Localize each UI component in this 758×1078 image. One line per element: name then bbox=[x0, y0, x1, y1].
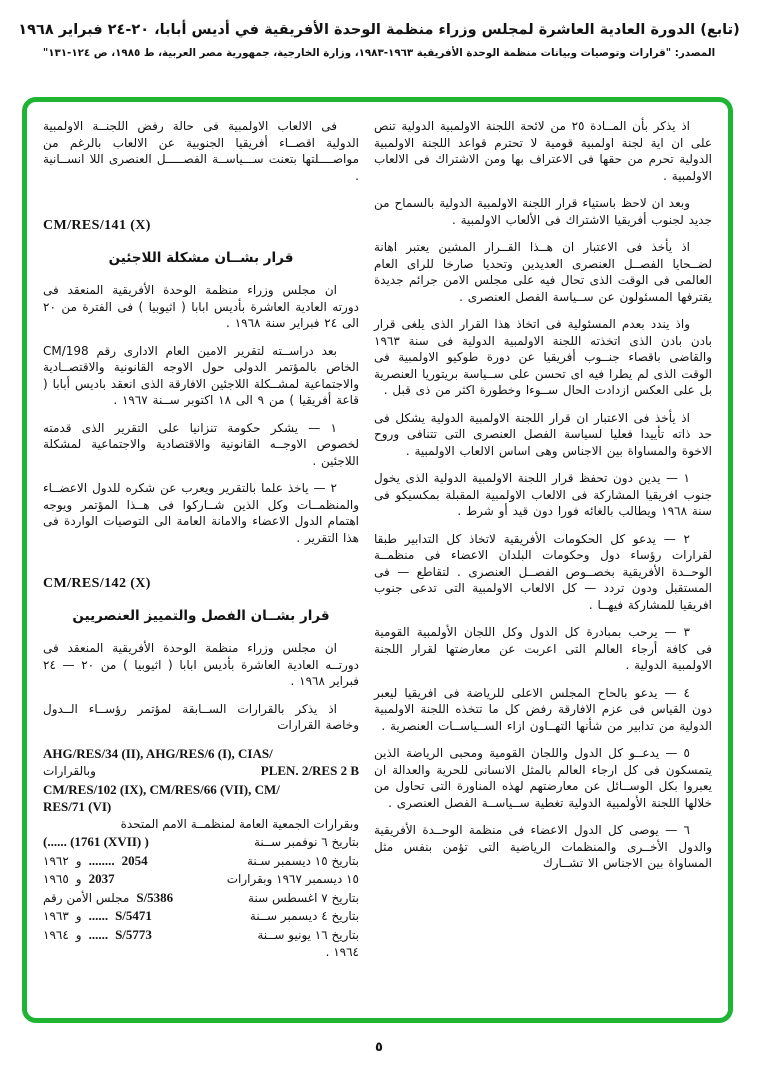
numbered-clause-5: ٥ — يدعــو كل الدول واللجان القومية ومحبى الرياضة الذين يتمسكون فى كل ارجاء العالم بالمثل الانسانى للحرية والعدالة ان يعبروا بكل الوســائل عن معارضتهم لهذه المناورة التى تحاول من خلالها اللجنة الأولمبية الدولية تغطية ســياســة الفصل العنصرى . bbox=[374, 746, 712, 810]
reference-code: PLEN. 2/RES 2 B bbox=[260, 763, 359, 778]
references-block bbox=[43, 745, 359, 962]
paragraph: ان مجلس وزراء منظمة الوحدة الأفريقية المنعقد فى دورته العادية العاشرة بأديس ابابا ( اثيوبيا ) فى الفترة من ٢٠ الى ٢٤ فبراير سنة ١٩٦٨ . bbox=[43, 283, 359, 330]
reference-date: ١٥ ديسمبر ١٩٦٧ وبقرارات bbox=[226, 872, 359, 886]
reference-figures bbox=[43, 926, 152, 945]
paragraph: واذ يندد بعدم المسئولية فى اتخاذ هذا القرار الذى يلغى قرار بادن بادن الذى اتخذته اللجنة الاولمبية الدولية فى سنة ١٩٦٣ والقاضى باقصاء جنــوب أفريقيا عن دورة طوكيو الاولمبية فى الوقت الذى لم يطرا فيه اى تحسن على ســياسة بريتوريا العنصرية بل على العكس ازدادت الحال ســوءا وخطورة اكثر من ذى قبل . bbox=[374, 317, 712, 397]
continuation-paragraph: فى الالعاب الاولمبية فى حالة رفض اللجنــة الاولمبية الدولية اقصــاء أفريقيا الجنوبية عن الالعاب بالرغم من مواصــــلتها بتعنت ســـياســة الفصـــــل العنصرى اللا انســانية . bbox=[43, 119, 359, 183]
resolution-number: S/5773 bbox=[115, 926, 152, 942]
conjunction: و bbox=[75, 872, 82, 886]
reference-line bbox=[43, 833, 359, 852]
reference-line bbox=[43, 870, 359, 889]
reference-code: (...... (1761 (XVII) ) bbox=[43, 834, 149, 849]
paragraph: بعد دراســته لتقرير الامين العام الادارى رقم CM/198 الخاص بالمؤتمر الدولى حول الاوجه القانونية والاقتصــادية والاجتماعية لمشــكلة اللاجئين الافارقة الذى انعقد باديس أبابا ( قاعة أفريقيا ) من ٩ الى ١٨ اكتوبر ســنة ١٩٦٧ . bbox=[43, 343, 359, 407]
column-left bbox=[43, 118, 359, 1008]
year: ١٩٦٣ bbox=[43, 909, 69, 923]
conjunction: و bbox=[75, 909, 82, 923]
paragraph: اذ يأخذ فى الاعتبار ان هــذا القــرار المشين يعتبر اهانة لضــحايا الفصــل العنصرى العديدين وتحديا صارخا للراى العام العالمى فى الوقت الذى تحال فيه على مجلس الامن جرائم جديدة يقترفها المسئولون عن ســياسة الفصل العنصرى . bbox=[374, 240, 712, 304]
dot-leader: ........ bbox=[88, 852, 115, 868]
resolution-number: S/5471 bbox=[115, 908, 152, 923]
reference-line bbox=[43, 907, 359, 926]
resolution-title-142: قرار بشــان الفصل والتمييز العنصريين bbox=[72, 608, 330, 624]
reference-text: وبالقرارات bbox=[43, 764, 96, 778]
reference-line: وبقرارات الجمعية العامة لمنظمــة الامم المتحدة bbox=[120, 816, 359, 831]
reference-line: RES/71 (VI) bbox=[43, 799, 112, 814]
resolution-code-141: CM/RES/141 (X) bbox=[43, 218, 151, 233]
resolution-title-141: قرار بشــان مشكلة اللاجئين bbox=[108, 250, 294, 266]
reference-line: ١٩٦٤ . bbox=[325, 945, 359, 959]
reference-figures bbox=[43, 870, 115, 889]
header-session-line: (تابع) الدورة العادية العاشرة لمجلس وزراء منظمة الوحدة الأفريقية في أديس أبابا، ٢٠-٢٤ فبراير ١٩٦٨ bbox=[18, 22, 740, 38]
numbered-clause-6: ٦ — يوصى كل الدول الاعضاء فى منظمة الوحــدة الأفريقية والدول الأخــرى والمنظمات الرياضية التى تؤمن بنفس مثل المساواة بين الاجناس الا تشــارك bbox=[374, 823, 712, 870]
numbered-clause-2: ٢ — ياخذ علما بالتقرير ويعرب عن شكره للدول الاعضــاء والمنظمــات وكل الذين شــاركوا فى هــذا المؤتمر ويوجه اهتمام الدول الاعضاء والامانة العامة الى التوصيات الواردة فى هذا التقرير . bbox=[43, 481, 359, 545]
header-source-line: المصدر: "قرارات وتوصيات وبيانات منظمة الوحدة الأفريقية ١٩٦٣-١٩٨٣، وزارة الخارجية، جمهورية مصر العربية، ط ١٩٨٥، ص ١٢٤-١٣١" bbox=[42, 47, 716, 59]
reference-figures bbox=[43, 907, 152, 926]
year: ١٩٦٢ bbox=[43, 853, 69, 868]
conjunction: و bbox=[75, 927, 82, 942]
page-header bbox=[0, 0, 758, 59]
year: ١٩٦٤ bbox=[43, 927, 69, 942]
dot-leader: ...... bbox=[88, 926, 109, 942]
numbered-clause-1: ١ — يشكر حكومة تنزانيا على التقرير الذى قدمته لخصوص الاوجــه القانونية والاقتصادية والاجتماعية لمشكلة اللاجئين . bbox=[43, 420, 359, 468]
numbered-clause-3: ٣ — يرحب بمبادرة كل الدول وكل اللجان الأولمبية القومية فى كافة أرجاء العالم التى اعربت عن معارضتها لقرار اللجنة الاولمبية الدولية . bbox=[374, 625, 712, 672]
conjunction: و bbox=[75, 853, 82, 868]
year: ١٩٦٥ bbox=[43, 872, 69, 886]
paragraph: اذ يذكر بالقرارات الســابقة لمؤتمر رؤســاء الــدول وخاصة القرارات bbox=[43, 701, 359, 732]
column-right bbox=[374, 118, 712, 1008]
reference-figures bbox=[43, 852, 148, 871]
reference-date: بتاريخ ١٦ يونيو ســنة bbox=[257, 927, 359, 942]
numbered-clause-2: ٢ — يدعو كل الحكومات الأفريقية لاتخاذ كل التدابير طبقا لقرارات رؤساء دول وحكومات البلدان الاعضاء فى منظمــة الوحــدة الأفريقية بخصــوص الفصــل العنصرى . لتقاطع — فى المستقبل ودون تردد — كل الالعاب الاولمبية التى تدعى جنوب افريقيا للمشاركة فيهــا . bbox=[374, 531, 712, 612]
reference-line bbox=[43, 889, 359, 908]
resolution-code-142: CM/RES/142 (X) bbox=[43, 576, 151, 591]
reference-date: بتاريخ ٧ اغسطس سنة bbox=[248, 890, 359, 905]
paragraph: اذ يذكر بأن المــادة ٢٥ من لائحة اللجنة الاولمبية الدولية تنص على ان اية لجنة اولمبية قومية لا تحترم قواعد اللجنة الاولمبية الدولية تحرم من حقها فى الاعتراف بها ومن الاشتراك فى الالعاب الاولمبية . bbox=[374, 119, 712, 183]
numbered-clause-1: ١ — يدين دون تحفظ قرار اللجنة الاولمبية الدولية الذى يخول جنوب افريقيا المشاركة فى الالعاب الاولمبية المقبلة بمكسيكو فى سنة ١٩٦٨ ويطالب بالغائه فورا دون قيد أو شرط . bbox=[374, 471, 712, 518]
resolution-number: S/5386 bbox=[136, 889, 174, 905]
reference-date: بتاريخ ٤ ديسمبر ســنة bbox=[249, 909, 359, 923]
page-number: ٥ bbox=[375, 1040, 383, 1055]
reference-line bbox=[43, 762, 359, 781]
reference-date: بتاريخ ١٥ ديسمبر سـنة bbox=[246, 853, 359, 868]
resolution-number: 2054 bbox=[121, 852, 148, 868]
reference-line: AHG/RES/34 (II), AHG/RES/6 (I), CIAS/ bbox=[43, 745, 273, 761]
resolution-number: 2037 bbox=[88, 871, 115, 886]
reference-date: بتاريخ ٦ نوفمبر ســنة bbox=[254, 835, 359, 849]
document-green-frame bbox=[22, 97, 733, 1023]
paragraph: ان مجلس وزراء منظمة الوحدة الأفريقية المنعقد فى دورتــه العادية العاشرة بأديس ابابا ( اثيوبيا ) من ٢٠ — ٢٤ فبراير ١٩٦٨ . bbox=[43, 641, 359, 688]
security-council-label: مجلس الأمن رقم bbox=[43, 890, 130, 905]
numbered-clause-4: ٤ — يدعو بالحاح المجلس الاعلى للرياضة فى افريقيا ليعبر دون القياس فى عزم الافارقة رفض كل ما تتخذه اللجنة الاولمبية الدولية من تدابير من شأنها التهــاون ازاء الســياســات العنصرية . bbox=[374, 685, 712, 733]
dot-leader: ...... bbox=[88, 908, 109, 923]
paragraph: وبعد ان لاحظ باستياء قرار اللجنة الاولمبية الدولية بالسماح من جديد لجنوب أفريقيا الاشتراك فى الألعاب الاولمبية . bbox=[374, 196, 712, 227]
reference-figures bbox=[43, 889, 173, 908]
paragraph: اذ يأخذ فى الاعتبار ان قرار اللجنة الاولمبية الدولية يشكل فى حد ذاته تأييدا فعليا لسياسة الفصل العنصرى التى تتنافى وروح الاخوة والمساواة بين الاجناس وهى اساس الالعاب الاولمبية . bbox=[374, 410, 712, 458]
reference-line bbox=[43, 926, 359, 945]
reference-line bbox=[43, 852, 359, 871]
reference-line: CM/RES/102 (IX), CM/RES/66 (VII), CM/ bbox=[43, 781, 280, 797]
